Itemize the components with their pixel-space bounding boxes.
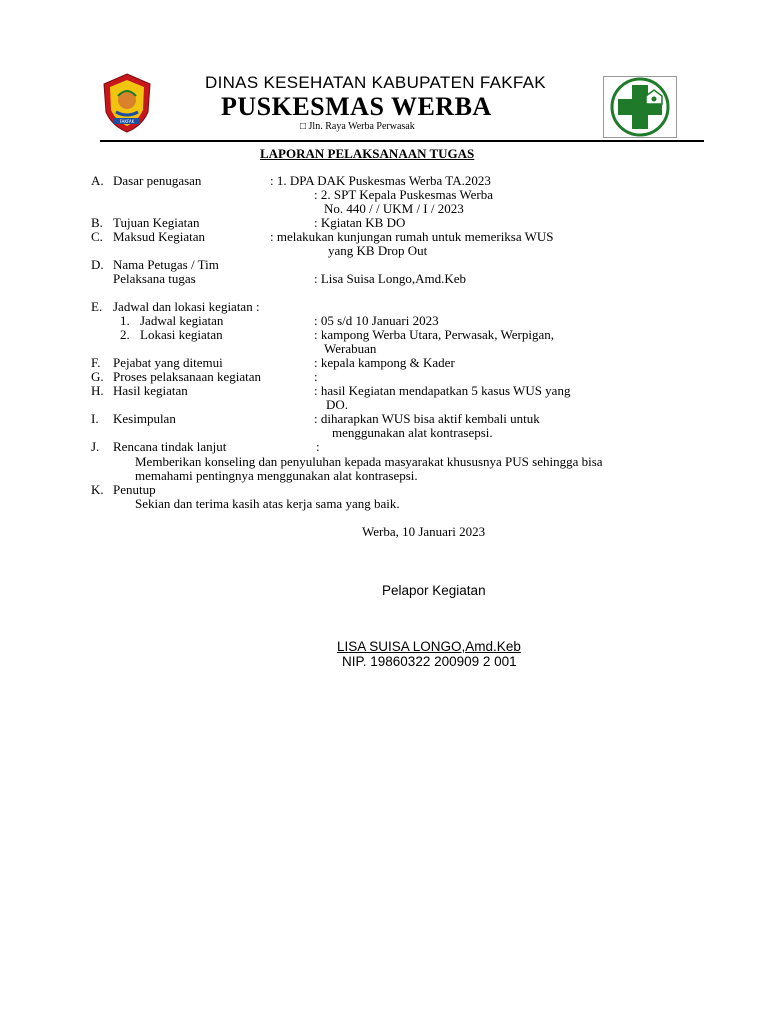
item-e-sub2-label: Lokasi kegiatan	[140, 327, 223, 342]
item-e-label: Jadwal dan lokasi kegiatan :	[113, 299, 260, 314]
item-h-letter: H.	[91, 383, 104, 398]
item-e-sub2-num: 2.	[120, 327, 130, 342]
item-b-value: : Kgiatan KB DO	[314, 215, 406, 230]
item-j-text-line1: Memberikan konseling dan penyuluhan kepada masyarakat khususnya PUS sehingga bisa	[135, 454, 603, 469]
item-i-value-cont: menggunakan alat kontrasepsi.	[332, 425, 493, 440]
item-a-value-line1: : 1. DPA DAK Puskesmas Werba TA.2023	[270, 173, 491, 188]
item-i-letter: I.	[91, 411, 99, 426]
item-e-sub1-label: Jadwal kegiatan	[140, 313, 224, 328]
item-j-text-line2: memahami pentingnya menggunakan alat kontrasepsi.	[135, 468, 418, 483]
item-c-label: Maksud Kegiatan	[113, 229, 206, 244]
item-f-value: : kepala kampong & Kader	[314, 355, 455, 370]
item-d-label: Nama Petugas / Tim	[113, 257, 219, 272]
report-title: LAPORAN PELAKSANAAN TUGAS	[260, 146, 475, 161]
item-a-label: Dasar penugasan	[113, 173, 202, 188]
place-date: Werba, 10 Januari 2023	[362, 524, 486, 539]
item-i-label: Kesimpulan	[113, 411, 176, 426]
item-a-letter: A.	[91, 173, 104, 188]
puskesmas-cross-logo	[603, 76, 677, 138]
item-j-letter: J.	[91, 439, 100, 454]
item-a-value-line2: : 2. SPT Kepala Puskesmas Werba	[314, 187, 494, 202]
item-g-label: Proses pelaksanaan kegiatan	[113, 369, 262, 384]
item-c-value: : melakukan kunjungan rumah untuk memeriksa WUS	[270, 229, 554, 244]
item-e-sub2-value-cont: Werabuan	[324, 341, 377, 356]
item-b-label: Tujuan Kegiatan	[113, 215, 200, 230]
item-b-letter: B.	[91, 215, 103, 230]
item-e-letter: E.	[91, 299, 103, 314]
item-k-text: Sekian dan terima kasih atas kerja sama yang baik.	[135, 496, 400, 511]
agency-name: DINAS KESEHATAN KABUPATEN FAKFAK	[205, 73, 546, 92]
item-c-letter: C.	[91, 229, 103, 244]
item-e-sub1-num: 1.	[120, 313, 130, 328]
item-j-label: Rencana tindak lanjut	[113, 439, 227, 454]
item-e-sub2-value: : kampong Werba Utara, Perwasak, Werpigan,	[314, 327, 555, 342]
clinic-address: □ Jln. Raya Werba Perwasak	[300, 121, 415, 132]
item-c-value-cont: yang KB Drop Out	[328, 243, 428, 258]
item-f-label: Pejabat yang ditemui	[113, 355, 223, 370]
item-h-value-cont: DO.	[326, 397, 349, 412]
item-d-value: : Lisa Suisa Longo,Amd.Keb	[314, 271, 467, 286]
regency-emblem-logo	[98, 72, 156, 134]
clinic-name: PUSKESMAS WERBA	[221, 92, 492, 121]
item-a-value-line3: No. 440 / / UKM / I / 2023	[324, 201, 464, 216]
item-k-label: Penutup	[113, 482, 156, 497]
item-d-letter: D.	[91, 257, 104, 272]
item-e-sub1-value: : 05 s/d 10 Januari 2023	[314, 313, 439, 328]
reporter-role: Pelapor Kegiatan	[382, 583, 486, 598]
item-i-value: : diharapkan WUS bisa aktif kembali untuk	[314, 411, 540, 426]
reporter-nip: NIP. 19860322 200909 2 001	[342, 654, 517, 669]
item-g-letter: G.	[91, 369, 104, 384]
item-h-value: : hasil Kegiatan mendapatkan 5 kasus WUS yang	[314, 383, 571, 398]
item-g-value: :	[314, 369, 318, 384]
reporter-name: LISA SUISA LONGO,Amd.Keb	[337, 639, 521, 654]
item-h-label: Hasil kegiatan	[113, 383, 188, 398]
item-j-value: :	[316, 439, 320, 454]
item-d-sublabel: Pelaksana tugas	[113, 271, 196, 286]
header-divider	[100, 140, 704, 142]
item-f-letter: F.	[91, 355, 101, 370]
item-k-letter: K.	[91, 482, 104, 497]
emblem-text: FAKFAK	[119, 119, 135, 124]
